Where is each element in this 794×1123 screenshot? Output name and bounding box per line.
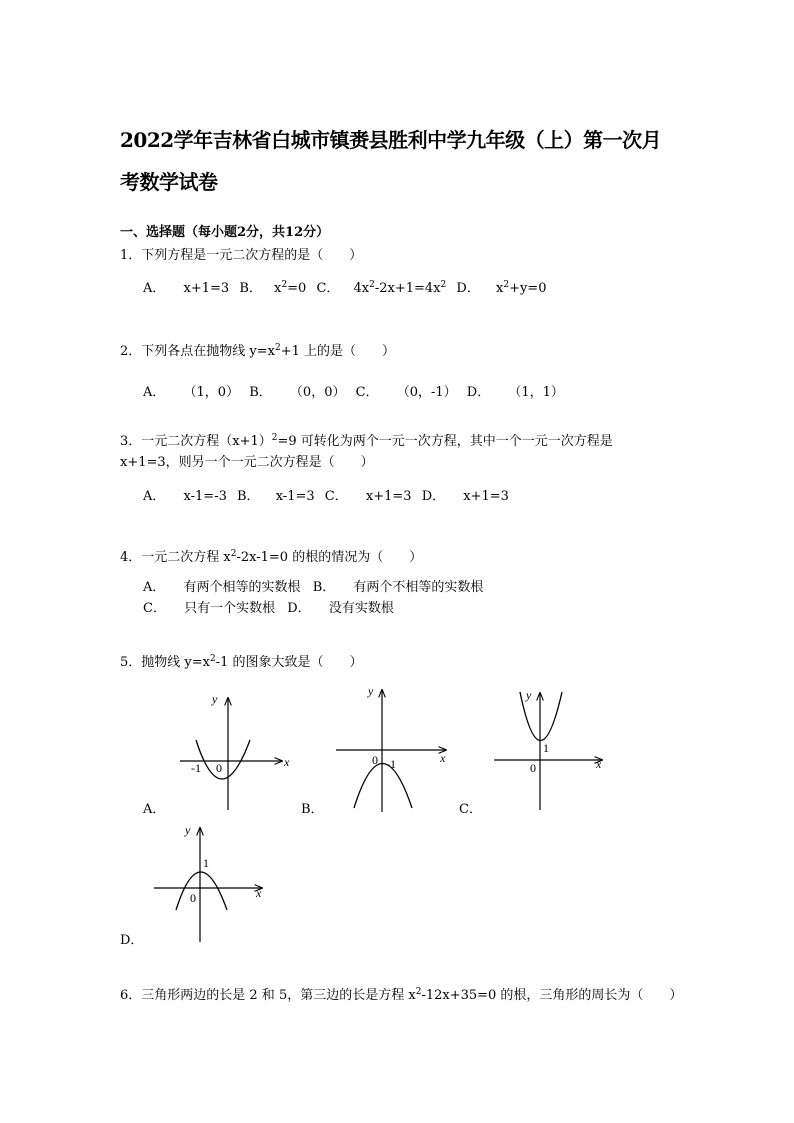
question-4-options-row2 <box>143 597 394 616</box>
parabola-curve <box>176 872 227 910</box>
option-a-label: A． <box>143 580 166 595</box>
option-b-label: B． <box>237 489 260 504</box>
question-3-stem-line1: 3．一元二次方程$(x+1)^2=9$ 可转化为两个一元一次方程，其中一个一元一次方程是 <box>120 433 613 449</box>
graph-d <box>150 820 272 945</box>
tick-label-neg1: -1 <box>191 761 201 775</box>
option-b-text: x-1=3 <box>275 489 315 504</box>
question-1-options <box>143 277 546 296</box>
option-a-label: A． <box>143 385 166 400</box>
option-a-text: x-1=-3 <box>183 489 227 504</box>
option-d-text: x+1=3 <box>463 489 509 504</box>
option-b-label: B． <box>239 281 262 296</box>
y-axis-label: y <box>526 688 532 702</box>
graph-a <box>176 688 296 813</box>
option-d-text: $x^2+y=0$ <box>495 280 547 296</box>
option-c-label: C． <box>324 489 348 504</box>
graph-c <box>490 684 610 812</box>
x-axis-label: x <box>284 755 290 769</box>
option-d-label: D． <box>120 933 144 948</box>
y-axis-label: y <box>368 684 374 698</box>
y-axis-label: y <box>212 692 218 706</box>
option-a-text: x+1=3 <box>183 281 230 296</box>
option-c-text: $4x^2-2x+1=4x^2$ <box>353 280 447 296</box>
origin-label: 0 <box>190 891 196 905</box>
option-d-text: （1，1） <box>508 385 564 400</box>
x-axis-label: x <box>596 757 602 771</box>
option-d-label: D． <box>421 489 446 504</box>
question-2-options <box>143 381 564 400</box>
x-axis-label: x <box>440 751 446 765</box>
parabola-curve <box>196 740 250 779</box>
option-a-label: A． <box>143 489 166 504</box>
parabola-curve <box>354 764 412 809</box>
option-b-label: B． <box>249 385 272 400</box>
question-4-stem: 4．一元二次方程 $x^2-2x-1=0$ 的根的情况为（ ） <box>120 549 423 565</box>
option-c-label: C． <box>355 385 379 400</box>
option-c-label: C． <box>143 601 166 616</box>
question-2-stem: 2．下列各点在抛物线 $y=x^2+1$ 上的是（ ） <box>120 343 396 359</box>
question-1-stem: 1．下列方程是一元二次方程的是（ ） <box>120 248 363 263</box>
option-b-label: B． <box>312 580 336 595</box>
section-heading: 一、选择题（每小题2分，共12分） <box>120 225 330 240</box>
option-b-text: $x^2=0$ <box>274 280 307 296</box>
option-b-text: （0，0） <box>289 385 346 400</box>
origin-label: 0 <box>216 761 222 775</box>
question-6-stem: 6．三角形两边的长是 2 和 5，第三边的长是方程 $x^2-12x+35=0$ 的根，三角形的周长为（ ） <box>120 987 683 1003</box>
tick-label-1: 1 <box>543 741 549 755</box>
option-a-label: A． <box>143 802 166 817</box>
option-a-text: （1，0） <box>183 385 240 400</box>
option-d-label: D． <box>456 281 480 296</box>
option-c-text: （0，-1） <box>396 385 457 400</box>
option-d-label: D． <box>287 601 311 616</box>
tick-label-1: 1 <box>203 856 209 870</box>
origin-label: 0 <box>372 753 378 767</box>
option-b-text: 有两个不相等的实数根 <box>353 580 484 595</box>
option-a-text: 有两个相等的实数根 <box>183 580 301 595</box>
exam-title-line1: 2022学年吉林省白城市镇赉县胜利中学九年级（上）第一次月 <box>120 128 662 152</box>
option-c-label: C． <box>459 802 482 817</box>
question-4-options-row1 <box>143 576 483 595</box>
graph-b <box>332 684 454 814</box>
exam-title-line2: 考数学试卷 <box>120 170 218 194</box>
option-c-label: C． <box>316 281 340 296</box>
option-c-text: 只有一个实数根 <box>184 601 276 616</box>
option-d-text: 没有实数根 <box>328 601 394 616</box>
question-3-stem-line2: x+1=3，则另一个一元二次方程是（ ） <box>120 455 374 470</box>
option-d-label: D． <box>466 385 491 400</box>
y-axis-label: y <box>185 823 191 837</box>
option-a-label: A． <box>143 281 166 296</box>
question-5-stem: 5．抛物线 $y=x^2-1$ 的图象大致是（ ） <box>120 654 363 670</box>
x-axis-label: x <box>256 886 262 900</box>
option-c-text: x+1=3 <box>365 489 412 504</box>
origin-label: 0 <box>530 761 536 775</box>
tick-label-neg1: -1 <box>386 757 396 771</box>
option-b-label: B． <box>301 802 324 817</box>
question-3-options <box>143 485 509 504</box>
